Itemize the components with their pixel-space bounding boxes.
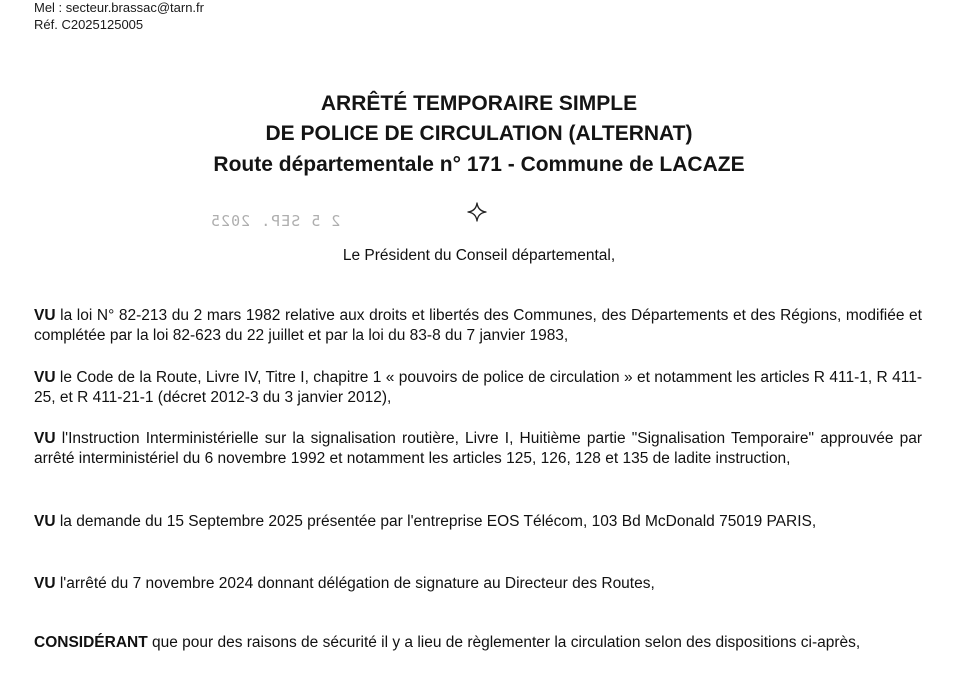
vu-paragraph [34,429,922,469]
paragraph-text: l'arrêté du 7 novembre 2024 donnant délégation de signature au Directeur des Routes, [55,575,655,592]
four-pointed-star-icon [467,202,487,222]
paragraph-keyword: VU [34,513,56,530]
paragraph-text: la demande du 15 Septembre 2025 présentée par l'entreprise EOS Télécom, 103 Bd McDonald 75019 PARIS, [55,513,817,530]
date-stamp: 2 5 SEP. 2025 [210,212,341,230]
vu-paragraph [34,368,922,408]
reference-number: Réf. C2025125005 [34,17,144,32]
paragraph-keyword: VU [34,575,56,592]
paragraph-text: le Code de la Route, Livre IV, Titre I, chapitre 1 « pouvoirs de police de circulation » et notamment les articles R 411-1, R 411-25, et R 411-21-1 (décret 2012-3 du 3 janvier 2012), [34,369,922,406]
document-title-line-2: DE POLICE DE CIRCULATION (ALTERNAT) [265,122,693,145]
document-title-line-3: Route départementale n° 171 - Commune de LACAZE [213,153,745,176]
paragraph-text: la loi N° 82-213 du 2 mars 1982 relative aux droits et libertés des Communes, des Départements et des Régions, modifiée et complétée par la loi 82-623 du 22 juillet et par la loi du 83-8 du 7 janvier 1983, [34,307,922,344]
paragraph-text: que pour des raisons de sécurité il y a lieu de règlementer la circulation selon des dispositions ci-après, [147,634,861,651]
contact-email: Mel : secteur.brassac@tarn.fr [34,0,204,15]
vu-paragraph [34,306,922,346]
vu-paragraph [34,574,922,594]
vu-paragraph [34,512,922,532]
document-title-line-1: ARRÊTÉ TEMPORAIRE SIMPLE [320,92,638,115]
paragraph-keyword: VU [34,430,56,447]
paragraph-keyword: VU [34,369,56,386]
considerant-paragraph [34,633,922,653]
paragraph-text: l'Instruction Interministérielle sur la signalisation routière, Livre I, Huitième partie "Signalisation Temporaire" approuvée par arrêté interministériel du 6 novembre 1992 et notamment les articles 125, 126, 128 et 135 de ladite instruction, [34,430,922,467]
paragraph-keyword: CONSIDÉRANT [34,634,148,651]
president-line: Le Président du Conseil départemental, [342,247,616,264]
paragraph-keyword: VU [34,307,56,324]
